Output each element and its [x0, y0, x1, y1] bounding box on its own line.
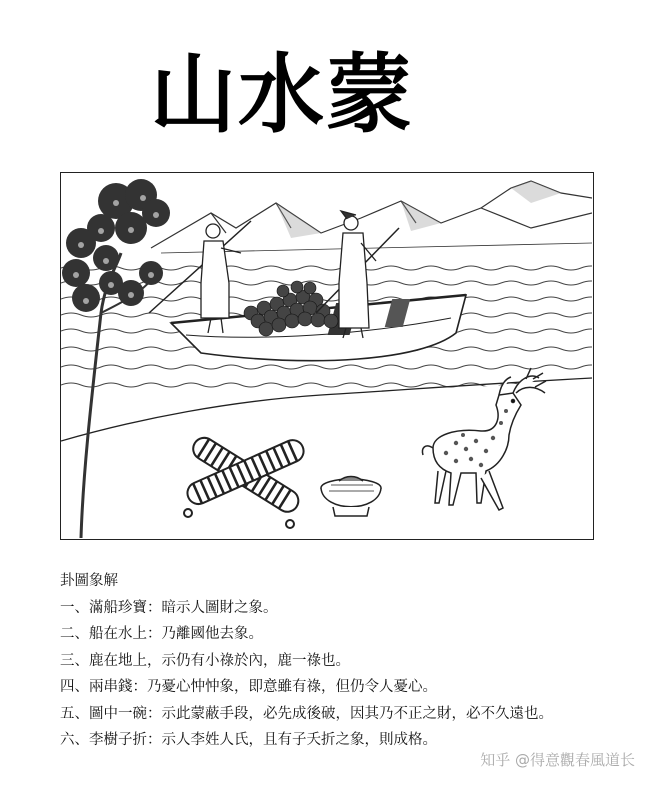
- explanation-line-5: 五、圖中一碗：示此蒙蔽手段，必先成後破，因其乃不正之財，必不久遠也。: [60, 705, 553, 722]
- explanation-line-4: 四、兩串錢：乃憂心忡忡象，即意雖有祿，但仍令人憂心。: [60, 679, 437, 695]
- explanation-line-6: 六、李樹子折：示人李姓人氏，且有子夭折之象，則成格。: [60, 732, 437, 748]
- watermark: 知乎 @得意觀春風道长: [480, 751, 635, 769]
- explanation-line-2: 二、船在水上：乃離國他去象。: [60, 626, 263, 642]
- explanation-line-1: 一、滿船珍寶：暗示人圖財之象。: [60, 599, 278, 616]
- hexagram-illustration: [60, 172, 594, 540]
- hexagram-explanation: [60, 568, 553, 754]
- explanation-heading: 卦圖象解: [60, 573, 118, 589]
- page-title: 山水蒙: [150, 45, 414, 145]
- explanation-line-3: 三、鹿在地上，示仍有小祿於內，鹿一祿也。: [60, 652, 350, 669]
